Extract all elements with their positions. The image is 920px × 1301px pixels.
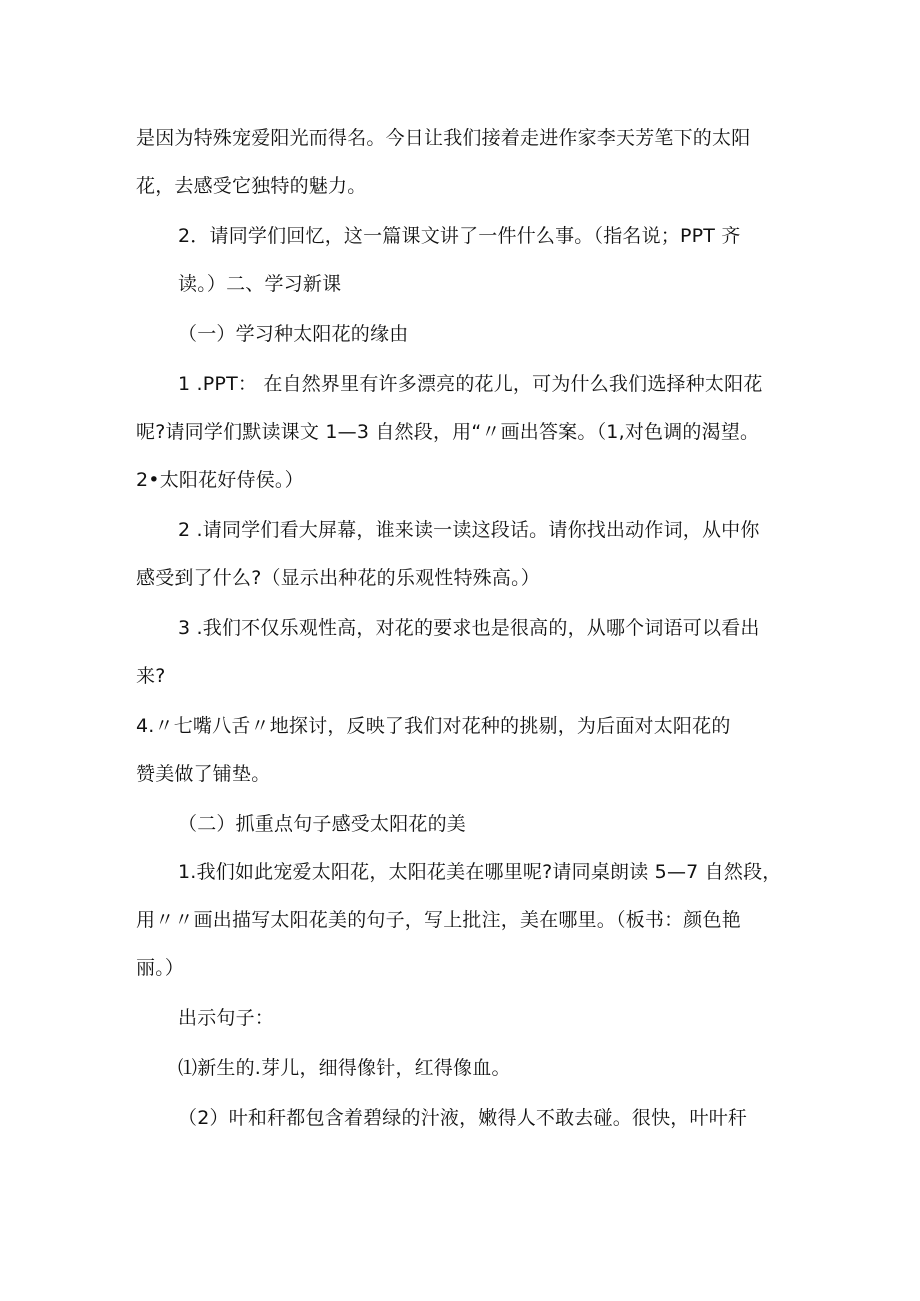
text-line: 1 .PPT： 在自然界里有许多漂亮的花儿，可为什么我们选择种太阳花 xyxy=(178,373,763,395)
text-line: 出示句子： xyxy=(178,1007,275,1029)
text-line: 来? xyxy=(136,665,166,687)
text-line: 用〃〃画出描写太阳花美的句子，写上批注，美在哪里。（板书：颜色艳 xyxy=(136,909,741,931)
text-line: 2•太阳花好侍侯。） xyxy=(136,469,304,491)
text-line: 花，去感受它独特的魅力。 xyxy=(136,175,367,197)
text-line: （2）叶和秆都包含着碧绿的汁液，嫩得人不敢去碰。很快，叶叶秆 xyxy=(178,1107,748,1129)
text-line: 3 .我们不仅乐观性高，对花的要求也是很高的，从哪个词语可以看出 xyxy=(178,617,760,639)
text-line: 呢?请同学们默读课文 1—3 自然段，用“〃画出答案。（1,对色调的渴望。 xyxy=(136,421,760,443)
text-line: 4.〃七嘴八舌〃地探讨，反映了我们对花种的挑剔，为后面对太阳花的 xyxy=(136,715,731,737)
text-line: 赞美做了铺垫。 xyxy=(136,763,271,785)
section-heading: （一）学习种太阳花的缘由 xyxy=(178,323,409,345)
text-line: 2．请同学们回忆，这一篇课文讲了一件什么事。（指名说；PPT 齐 xyxy=(178,225,741,247)
text-line: 是因为特殊宠爱阳光而得名。今日让我们接着走进作家李天芳笔下的太阳 xyxy=(136,127,751,149)
text-line: 1.我们如此宠爱太阳花，太阳花美在哪里呢?请同桌朗读 5—7 自然段， xyxy=(178,861,782,883)
text-line: 读。）二、学习新课 xyxy=(178,273,342,295)
text-line: 2 .请同学们看大屏幕，谁来读一读这段话。请你找出动作词，从中你 xyxy=(178,519,760,541)
text-line: 丽。） xyxy=(136,957,185,979)
text-line: 感受到了什么?（显示出种花的乐观性特殊高。） xyxy=(136,567,540,589)
section-heading: （二）抓重点句子感受太阳花的美 xyxy=(178,813,467,835)
text-line: ⑴新生的.芽儿，细得像针，红得像血。 xyxy=(178,1057,511,1079)
